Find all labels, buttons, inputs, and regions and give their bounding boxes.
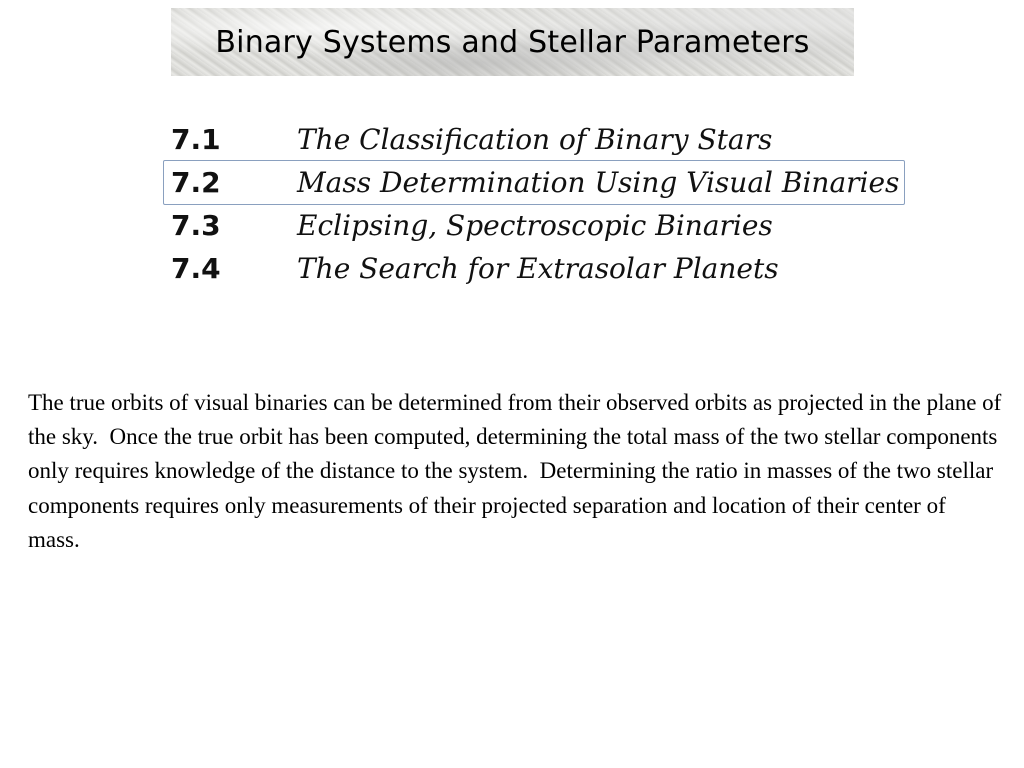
toc-label: The Search for Extrasolar Planets [297, 252, 779, 285]
toc-item-7-2 [164, 161, 904, 204]
toc-number: 7.2 [171, 166, 221, 199]
toc-item-7-1 [164, 118, 914, 161]
title-banner [171, 8, 854, 76]
toc-number: 7.3 [171, 209, 221, 242]
table-of-contents [164, 118, 914, 290]
toc-item-7-3 [164, 204, 914, 247]
toc-label: Mass Determination Using Visual Binaries [297, 166, 900, 199]
toc-number: 7.4 [171, 252, 221, 285]
body-paragraph: The true orbits of visual binaries can be determined from their observed orbits as projected in the plane of the sky. Once the true orbit has been computed, determining the total mass of the two stellar components only requires knowledge of the distance to the system. Determining the ratio in masses of the two stellar components requires only measurements of their projected separation and location of their center of mass. [28, 390, 1008, 552]
toc-label: The Classification of Binary Stars [297, 123, 773, 156]
toc-number: 7.1 [171, 123, 221, 156]
slide-title: Binary Systems and Stellar Parameters [215, 24, 810, 60]
toc-item-7-4 [164, 247, 914, 290]
toc-label: Eclipsing, Spectroscopic Binaries [297, 209, 773, 242]
